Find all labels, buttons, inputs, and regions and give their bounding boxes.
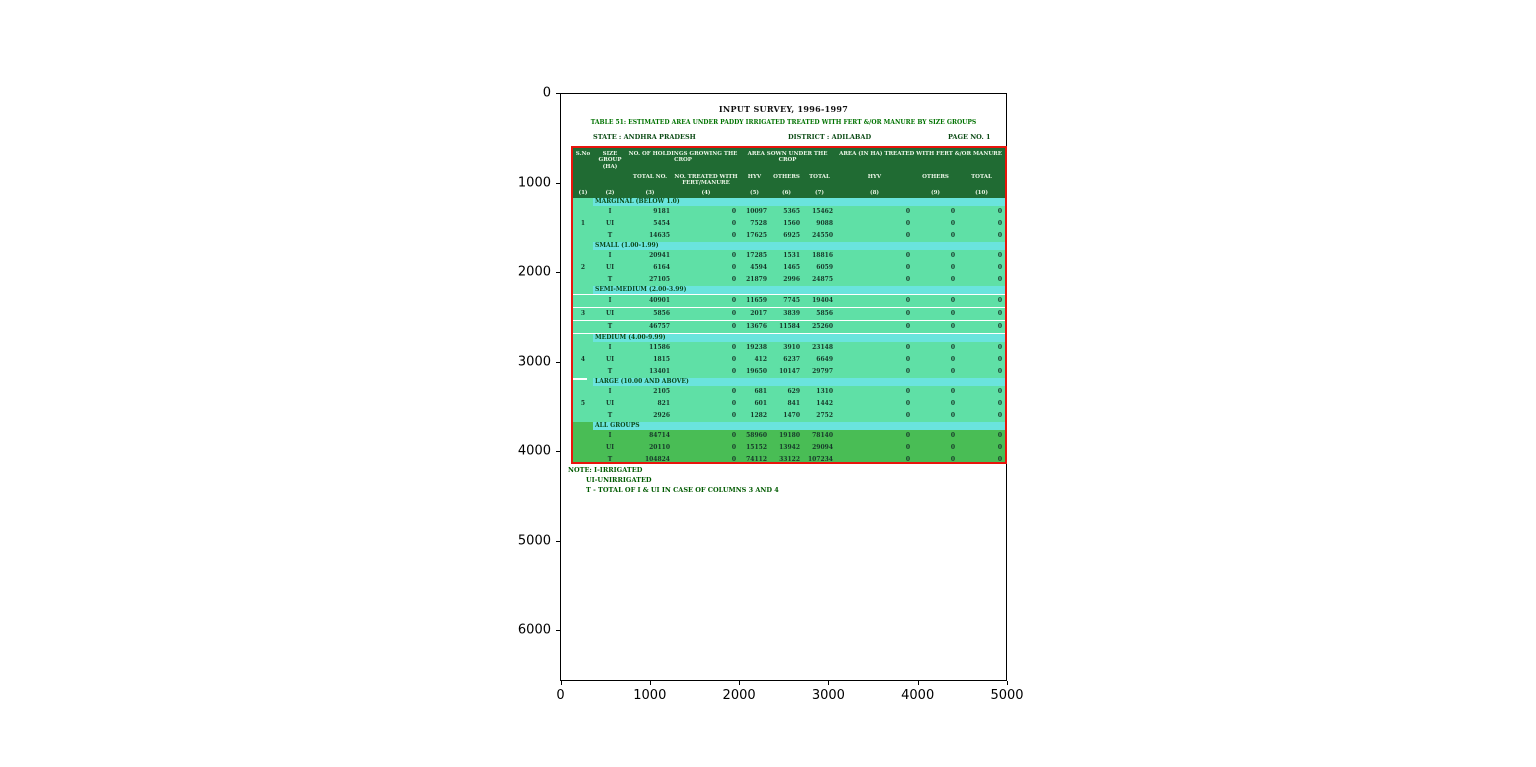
cell-value-col6: 629 — [787, 388, 800, 395]
cell-value-col4: 0 — [731, 323, 736, 330]
size-group-band — [573, 198, 1005, 206]
size-group-label: SEMI-MEDIUM (2.00-3.99) — [595, 286, 687, 293]
table-row-t — [573, 410, 1005, 422]
x-axis-tick-label: 4000 — [901, 688, 935, 703]
cell-value-col4: 0 — [731, 368, 736, 375]
cell-value-col10: 0 — [997, 220, 1002, 227]
cell-value-col3: 13401 — [649, 368, 670, 375]
header-col-number-8: (8) — [869, 190, 880, 196]
state-label: STATE : ANDHRA PRADESH — [593, 133, 696, 141]
cell-sno — [573, 342, 593, 354]
cell-value-col5: 10097 — [746, 208, 767, 215]
x-axis-tick-label: 0 — [556, 688, 565, 703]
cell-value-col6: 1560 — [783, 220, 800, 227]
x-axis-tick-label: 1000 — [633, 688, 667, 703]
cell-value-col7: 25260 — [812, 323, 833, 330]
cell-value-col10: 0 — [997, 356, 1002, 363]
cell-value-col9: 0 — [950, 232, 955, 239]
cell-value-col7: 24875 — [812, 276, 833, 283]
cell-value-col5: 2017 — [750, 310, 767, 317]
cell-irrigation-marker: UI — [605, 310, 615, 317]
cell-value-col9: 0 — [950, 368, 955, 375]
x-axis-tick-label: 2000 — [722, 688, 756, 703]
cell-value-col3: 20110 — [649, 444, 670, 451]
cell-value-col3: 6164 — [653, 264, 670, 271]
cell-value-col6: 11584 — [779, 323, 800, 330]
cell-value-col6: 33122 — [779, 456, 800, 463]
cell-sno — [573, 206, 593, 218]
size-group-label: MARGINAL (BELOW 1.0) — [595, 198, 680, 205]
cell-value-col3: 104824 — [644, 456, 670, 463]
table-row-t — [573, 321, 1005, 334]
cell-value-col8: 0 — [905, 400, 910, 407]
cell-value-col6: 6237 — [783, 356, 800, 363]
table-header — [573, 148, 1005, 198]
cell-value-col6: 10147 — [779, 368, 800, 375]
table-row-ui — [573, 308, 1005, 321]
cell-value-col10: 0 — [997, 264, 1002, 271]
header-sub-4: NO. TREATED WITH FERT/MANURE — [674, 174, 738, 187]
cell-value-col9: 0 — [950, 264, 955, 271]
cell-value-col8: 0 — [905, 432, 910, 439]
cell-value-col10: 0 — [997, 344, 1002, 351]
cell-irrigation-marker: UI — [605, 220, 615, 227]
y-axis-tick — [556, 541, 560, 542]
cell-value-col10: 0 — [997, 388, 1002, 395]
header-sub-3: TOTAL NO. — [632, 174, 668, 180]
cell-irrigation-marker: I — [608, 432, 612, 439]
table-row-t — [573, 454, 1005, 464]
district-label: DISTRICT : ADILABAD — [788, 133, 872, 141]
header-group-holdings: NO. OF HOLDINGS GROWING THE CROP — [628, 151, 738, 164]
cell-value-col8: 0 — [905, 412, 910, 419]
cell-irrigation-marker: I — [608, 388, 612, 395]
size-group-band — [573, 286, 1005, 295]
y-axis-tick — [556, 630, 560, 631]
cell-value-col6: 1465 — [783, 264, 800, 271]
cell-value-col3: 14635 — [649, 232, 670, 239]
cell-value-col9: 0 — [950, 356, 955, 363]
cell-value-col10: 0 — [997, 208, 1002, 215]
cell-value-col3: 821 — [657, 400, 670, 407]
cell-value-col7: 6059 — [816, 264, 833, 271]
y-axis-tick-label: 5000 — [517, 533, 551, 548]
cell-value-col3: 84714 — [649, 432, 670, 439]
cell-value-col5: 1282 — [750, 412, 767, 419]
x-axis-tick-label: 5000 — [990, 688, 1024, 703]
cell-value-col9: 0 — [950, 412, 955, 419]
cell-value-col9: 0 — [950, 208, 955, 215]
cell-irrigation-marker: UI — [605, 264, 615, 271]
x-axis-tick-label: 3000 — [811, 688, 845, 703]
cell-value-col5: 19238 — [746, 344, 767, 351]
header-sub-7: TOTAL — [809, 174, 830, 180]
cell-value-col6: 19180 — [779, 432, 800, 439]
cell-value-col10: 0 — [997, 232, 1002, 239]
cell-value-col7: 5856 — [816, 310, 833, 317]
cell-value-col7: 2752 — [816, 412, 833, 419]
header-group-area-sown: AREA SOWN UNDER THE CROP — [747, 151, 828, 164]
header-col-number-9: (9) — [930, 190, 941, 196]
band-left-cell — [573, 286, 593, 294]
cell-value-col9: 0 — [950, 276, 955, 283]
cell-value-col8: 0 — [905, 388, 910, 395]
cell-sno: 5 — [580, 400, 586, 407]
cell-value-col7: 78140 — [812, 432, 833, 439]
cell-value-col10: 0 — [997, 444, 1002, 451]
header-col-number-6: (6) — [781, 190, 792, 196]
table-row-i — [573, 430, 1005, 442]
band-strip — [593, 422, 1005, 430]
cell-value-col7: 18816 — [812, 252, 833, 259]
cell-irrigation-marker: I — [608, 252, 612, 259]
cell-value-col4: 0 — [731, 232, 736, 239]
cell-value-col10: 0 — [997, 252, 1002, 259]
band-left-cell — [573, 422, 593, 430]
cell-sno: 2 — [580, 264, 586, 271]
cell-irrigation-marker: I — [608, 208, 612, 215]
cell-irrigation-marker: T — [607, 276, 613, 283]
table-row-i — [573, 342, 1005, 354]
cell-value-col9: 0 — [950, 456, 955, 463]
table-row-i — [573, 386, 1005, 398]
y-axis-tick-label: 1000 — [517, 175, 551, 190]
cell-sno — [573, 295, 593, 307]
cell-value-col4: 0 — [731, 432, 736, 439]
cell-value-col6: 2996 — [783, 276, 800, 283]
cell-value-col5: 7528 — [750, 220, 767, 227]
cell-value-col5: 15152 — [746, 444, 767, 451]
x-axis-tick — [739, 681, 740, 685]
cell-irrigation-marker: T — [607, 456, 613, 463]
y-axis-tick-label: 2000 — [517, 264, 551, 280]
table-row-ui — [573, 218, 1005, 230]
cell-irrigation-marker: I — [608, 344, 612, 351]
note-line-2: UI-UNIRRIGATED — [586, 476, 652, 485]
cell-value-col7: 1310 — [816, 388, 833, 395]
cell-irrigation-marker: UI — [605, 444, 615, 451]
cell-value-col10: 0 — [997, 276, 1002, 283]
cell-value-col8: 0 — [905, 252, 910, 259]
cell-value-col4: 0 — [731, 356, 736, 363]
cell-value-col7: 9088 — [816, 220, 833, 227]
cell-irrigation-marker: T — [607, 323, 613, 330]
cell-value-col4: 0 — [731, 297, 736, 304]
cell-value-col8: 0 — [905, 297, 910, 304]
cell-value-col6: 3839 — [783, 310, 800, 317]
y-axis-tick-label: 6000 — [517, 622, 551, 638]
cell-sno — [573, 366, 593, 378]
cell-value-col7: 1442 — [816, 400, 833, 407]
cell-value-col5: 74112 — [746, 456, 767, 463]
y-axis-tick-label: 3000 — [517, 354, 551, 369]
cell-value-col6: 13942 — [779, 444, 800, 451]
cell-value-col5: 17625 — [746, 232, 767, 239]
note-line-1: NOTE: I-IRRIGATED — [568, 466, 643, 474]
white-artifact-line — [573, 378, 587, 380]
cell-value-col10: 0 — [997, 432, 1002, 439]
cell-value-col6: 6925 — [783, 232, 800, 239]
cell-irrigation-marker: UI — [605, 356, 615, 363]
cell-value-col7: 24550 — [812, 232, 833, 239]
cell-value-col4: 0 — [731, 208, 736, 215]
size-group-band — [573, 334, 1005, 342]
cell-irrigation-marker: T — [607, 232, 613, 239]
cell-value-col8: 0 — [905, 310, 910, 317]
cell-sno — [573, 274, 593, 286]
size-group-label: ALL GROUPS — [595, 422, 640, 429]
cell-value-col3: 5856 — [653, 310, 670, 317]
cell-irrigation-marker: I — [608, 297, 612, 304]
cell-value-col9: 0 — [950, 432, 955, 439]
cell-sno — [573, 386, 593, 398]
table-row-i — [573, 206, 1005, 218]
cell-value-col4: 0 — [731, 252, 736, 259]
cell-value-col6: 1531 — [783, 252, 800, 259]
header-sno: S.No — [575, 151, 591, 157]
cell-value-col3: 5454 — [653, 220, 670, 227]
cell-value-col5: 4594 — [750, 264, 767, 271]
header-col-number-1: (1) — [578, 190, 588, 196]
table-row-ui — [573, 262, 1005, 274]
cell-value-col4: 0 — [731, 276, 736, 283]
cell-value-col4: 0 — [731, 400, 736, 407]
cell-sno — [573, 321, 593, 333]
cell-sno — [573, 454, 593, 464]
cell-value-col4: 0 — [731, 456, 736, 463]
page-number-label: PAGE NO. 1 — [948, 133, 991, 141]
cell-value-col8: 0 — [905, 323, 910, 330]
cell-value-col3: 2926 — [653, 412, 670, 419]
cell-value-col4: 0 — [731, 264, 736, 271]
size-group-band — [573, 422, 1005, 430]
cell-value-col10: 0 — [997, 456, 1002, 463]
data-table — [571, 146, 1007, 464]
cell-value-col9: 0 — [950, 344, 955, 351]
cell-value-col5: 11659 — [746, 297, 767, 304]
cell-value-col10: 0 — [997, 368, 1002, 375]
cell-value-col5: 601 — [754, 400, 767, 407]
cell-value-col4: 0 — [731, 388, 736, 395]
x-axis-tick — [828, 681, 829, 685]
cell-value-col7: 6649 — [816, 356, 833, 363]
size-group-band — [573, 378, 1005, 386]
header-size-group: SIZE GROUP (HA) — [598, 151, 622, 170]
cell-sno — [573, 250, 593, 262]
cell-value-col10: 0 — [997, 297, 1002, 304]
band-left-cell — [573, 334, 593, 342]
document-title: INPUT SURVEY, 1996-1997 — [718, 104, 849, 114]
document-subtitle: TABLE 51: ESTIMATED AREA UNDER PADDY IRRIGATED TREATED WITH FERT &/OR MANURE BY SIZE GROUPS — [590, 119, 977, 126]
header-sub-8: HYV — [867, 174, 882, 180]
cell-value-col7: 107234 — [807, 456, 833, 463]
cell-value-col4: 0 — [731, 310, 736, 317]
header-col-number-3: (3) — [645, 190, 655, 196]
cell-value-col5: 21879 — [746, 276, 767, 283]
cell-value-col10: 0 — [997, 323, 1002, 330]
cell-irrigation-marker: T — [607, 368, 613, 375]
header-col-number-7: (7) — [814, 190, 825, 196]
header-sub-6: OTHERS — [773, 174, 800, 180]
cell-value-col6: 3910 — [783, 344, 800, 351]
note-line-3: T - TOTAL OF I & UI IN CASE OF COLUMNS 3 AND 4 — [586, 486, 779, 495]
cell-value-col9: 0 — [950, 323, 955, 330]
band-left-cell — [573, 242, 593, 250]
cell-value-col8: 0 — [905, 344, 910, 351]
header-group-area-treated: AREA (IN HA) TREATED WITH FERT &/OR MANURE — [839, 151, 1002, 157]
cell-value-col3: 40901 — [649, 297, 670, 304]
size-group-label: SMALL (1.00-1.99) — [595, 242, 659, 249]
cell-value-col3: 46757 — [649, 323, 670, 330]
table-body — [573, 198, 1005, 464]
y-axis-tick-label: 4000 — [517, 443, 551, 459]
header-sub-10: TOTAL — [971, 174, 992, 180]
cell-value-col7: 29094 — [812, 444, 833, 451]
cell-value-col5: 412 — [754, 356, 767, 363]
cell-sno — [573, 410, 593, 422]
cell-value-col6: 841 — [787, 400, 800, 407]
scanned-table-image — [560, 93, 1007, 495]
footnote — [568, 465, 779, 495]
cell-value-col7: 23148 — [812, 344, 833, 351]
cell-sno: 1 — [580, 220, 586, 227]
x-axis-tick — [1007, 681, 1008, 685]
cell-value-col9: 0 — [950, 310, 955, 317]
cell-value-col8: 0 — [905, 276, 910, 283]
size-group-band — [573, 242, 1005, 250]
cell-value-col3: 20941 — [649, 252, 670, 259]
x-axis-tick — [650, 681, 651, 685]
cell-value-col10: 0 — [997, 412, 1002, 419]
cell-value-col5: 58960 — [746, 432, 767, 439]
cell-value-col9: 0 — [950, 297, 955, 304]
cell-value-col3: 2105 — [653, 388, 670, 395]
cell-value-col10: 0 — [997, 310, 1002, 317]
cell-value-col8: 0 — [905, 356, 910, 363]
cell-value-col8: 0 — [905, 368, 910, 375]
cell-sno: 3 — [580, 310, 586, 317]
cell-value-col7: 15462 — [812, 208, 833, 215]
table-row-i — [573, 295, 1005, 308]
cell-value-col3: 9181 — [653, 208, 670, 215]
x-axis-tick — [918, 681, 919, 685]
cell-value-col3: 1815 — [653, 356, 670, 363]
table-row-ui — [573, 398, 1005, 410]
cell-value-col4: 0 — [731, 344, 736, 351]
cell-sno — [573, 430, 593, 442]
cell-value-col4: 0 — [731, 412, 736, 419]
table-row-t — [573, 274, 1005, 286]
table-row-t — [573, 230, 1005, 242]
cell-sno: 4 — [580, 356, 586, 363]
cell-sno — [573, 442, 593, 454]
cell-value-col9: 0 — [950, 388, 955, 395]
cell-value-col8: 0 — [905, 208, 910, 215]
cell-value-col5: 681 — [754, 388, 767, 395]
cell-value-col5: 19650 — [746, 368, 767, 375]
table-row-t — [573, 366, 1005, 378]
cell-value-col6: 5365 — [783, 208, 800, 215]
cell-value-col8: 0 — [905, 232, 910, 239]
cell-value-col9: 0 — [950, 220, 955, 227]
table-row-i — [573, 250, 1005, 262]
cell-value-col9: 0 — [950, 400, 955, 407]
cell-value-col5: 17285 — [746, 252, 767, 259]
cell-value-col6: 7745 — [783, 297, 800, 304]
cell-value-col6: 1470 — [783, 412, 800, 419]
table-row-ui — [573, 442, 1005, 454]
cell-value-col8: 0 — [905, 220, 910, 227]
cell-value-col9: 0 — [950, 252, 955, 259]
cell-value-col3: 11586 — [649, 344, 670, 351]
cell-value-col10: 0 — [997, 400, 1002, 407]
band-left-cell — [573, 198, 593, 206]
header-col-number-5: (5) — [749, 190, 760, 196]
cell-irrigation-marker: UI — [605, 400, 615, 407]
table-row-ui — [573, 354, 1005, 366]
cell-value-col9: 0 — [950, 444, 955, 451]
cell-sno — [573, 230, 593, 242]
header-sub-5: HYV — [747, 174, 762, 180]
cell-value-col7: 29797 — [812, 368, 833, 375]
header-col-number-10: (10) — [975, 190, 988, 196]
y-axis-tick-label: 0 — [542, 85, 551, 101]
header-sub-9: OTHERS — [922, 174, 949, 180]
cell-value-col4: 0 — [731, 220, 736, 227]
header-col-number-2: (2) — [605, 190, 615, 196]
size-group-label: LARGE (10.00 AND ABOVE) — [595, 378, 689, 385]
cell-value-col8: 0 — [905, 264, 910, 271]
x-axis-tick — [561, 681, 562, 685]
cell-value-col3: 27105 — [649, 276, 670, 283]
cell-value-col7: 19404 — [812, 297, 833, 304]
cell-value-col5: 13676 — [746, 323, 767, 330]
header-col-number-4: (4) — [701, 190, 711, 196]
cell-irrigation-marker: T — [607, 412, 613, 419]
cell-value-col8: 0 — [905, 444, 910, 451]
cell-value-col8: 0 — [905, 456, 910, 463]
size-group-label: MEDIUM (4.00-9.99) — [595, 334, 666, 341]
cell-value-col4: 0 — [731, 444, 736, 451]
